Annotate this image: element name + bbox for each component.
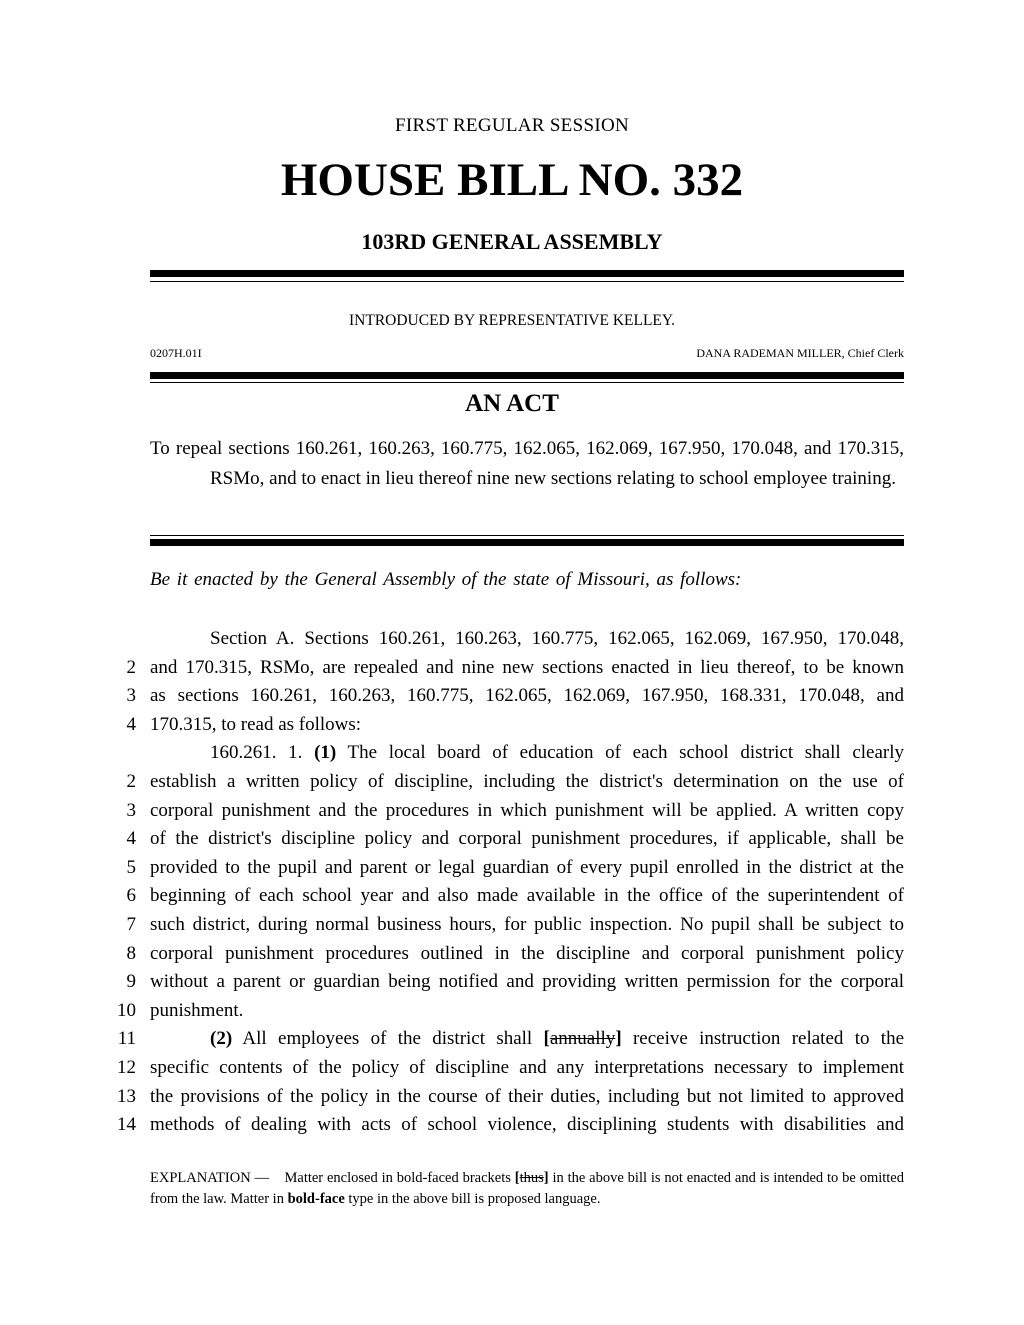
act-title-text: To repeal sections 160.261, 160.263, 160.775, 162.065, 162.069, 167.950, 170.048, and 170.315, RSMo, and to enact in lieu thereof nine new sections relating to school employee training.: [150, 438, 904, 489]
line-number: 5: [126, 856, 136, 878]
section-160261-line: [0, 797, 1024, 826]
line-text: of the district's discipline policy and corporal punishment procedures, if applicable, shall be: [150, 828, 904, 850]
line-text: corporal punishment procedures outlined in the discipline and corporal punishment policy: [150, 942, 904, 964]
line-text: corporal punishment and the procedures in which punishment will be applied. A written copy: [150, 799, 904, 821]
section-160261-line: [0, 825, 1024, 854]
line-number: 6: [126, 885, 136, 907]
line-segment: All employees of the district shall: [242, 1028, 533, 1050]
line-number: 14: [117, 1114, 136, 1136]
line-text: provided to the pupil and parent or legal guardian of every pupil enrolled in the district at the: [150, 856, 904, 878]
bracket-close: ]: [543, 1170, 549, 1186]
line-text: without a parent or guardian being notified and providing written permission for the corporal: [150, 971, 904, 993]
line-text: Section A. Sections 160.261, 160.263, 160.775, 162.065, 162.069, 167.950, 170.048,: [210, 628, 904, 649]
line-number: 3: [126, 799, 136, 821]
section-160261-line: [0, 997, 1024, 1026]
section-a-line: [0, 625, 1024, 654]
section-160261-line: [0, 968, 1024, 997]
line-number: 13: [117, 1085, 136, 1107]
introduced-by: INTRODUCED BY REPRESENTATIVE KELLEY.: [349, 312, 675, 329]
enacting-rule-thick: [150, 539, 904, 546]
section-a-line: [0, 654, 1024, 683]
bracket-close: ]: [615, 1028, 622, 1050]
section-160261-line: [0, 940, 1024, 969]
line-text: and 170.315, RSMo, are repealed and nine new sections enacted in lieu thereof, to be known: [150, 656, 904, 678]
session-label: FIRST REGULAR SESSION: [395, 115, 629, 136]
line-rest: The local board of education of each school district shall clearly: [347, 742, 904, 764]
line-text: methods of dealing with acts of school violence, disciplining students with disabilities and: [150, 1114, 904, 1136]
header-rule-thick: [150, 270, 904, 277]
line-number: 2: [126, 656, 136, 678]
section-160261-line: [0, 1054, 1024, 1083]
struck-text: annually: [549, 1028, 616, 1050]
section-a-line: [0, 711, 1024, 740]
explanation-lead: EXPLANATION —: [150, 1170, 270, 1186]
line-text: the provisions of the policy in the course of their duties, including but not limited to approved: [150, 1085, 904, 1107]
assembly-label: 103RD GENERAL ASSEMBLY: [361, 229, 663, 254]
line-number: 3: [126, 685, 136, 707]
enacting-rule-thin: [150, 535, 904, 536]
act-heading: AN ACT: [465, 390, 559, 417]
explanation-text: in the above bill is not enacted and is intended to be omitted from the law. Matter in: [150, 1170, 904, 1207]
struck-example: thus: [519, 1170, 544, 1186]
bold-face-example: bold-face: [287, 1191, 345, 1207]
explanation-note: [150, 1168, 904, 1210]
line-number: 7: [126, 913, 136, 935]
line-text: beginning of each school year and also made available in the office of the superintendent of: [150, 885, 904, 907]
line-number: 10: [117, 999, 136, 1021]
subdivision-number: (1): [314, 742, 337, 764]
line-text: [150, 1025, 904, 1054]
bill-title: HOUSE BILL NO. 332: [280, 154, 744, 206]
bracket-open: [: [543, 1028, 550, 1050]
line-text: establish a written policy of discipline, including the district's determination on the use of: [150, 770, 904, 792]
line-text: as sections 160.261, 160.263, 160.775, 162.065, 162.069, 167.950, 168.331, 170.048, and: [150, 685, 904, 707]
section-160261-line: [0, 854, 1024, 883]
line-number: 4: [126, 828, 136, 850]
header-rule-thin: [150, 281, 904, 282]
line-number: 11: [117, 1028, 136, 1050]
section-a-line: [0, 682, 1024, 711]
line-text: 170.315, to read as follows:: [150, 713, 362, 735]
section-160261-line-11: [0, 1025, 1024, 1054]
line-text: such district, during normal business hours, for public inspection. No pupil shall be subject to: [150, 913, 904, 935]
enacting-clause: Be it enacted by the General Assembly of the state of Missouri, as follows:: [150, 569, 742, 590]
line-number: 4: [126, 713, 136, 735]
section-160261-first-line: [0, 739, 1024, 768]
explanation-text: Matter enclosed in bold-faced brackets: [284, 1170, 511, 1186]
line-text: [150, 739, 904, 768]
line-number: 9: [126, 971, 136, 993]
section-160261-line: [0, 882, 1024, 911]
line-segment: receive instruction related to the: [632, 1028, 905, 1050]
subdivision-number: (2): [210, 1028, 233, 1050]
line-number: 8: [126, 942, 136, 964]
act-rule-thin: [150, 382, 904, 383]
bracket-open: [: [514, 1170, 520, 1186]
explanation-text: type in the above bill is proposed language.: [348, 1191, 601, 1207]
section-160261-line: [0, 768, 1024, 797]
section-160261-line: [0, 911, 1024, 940]
chief-clerk: DANA RADEMAN MILLER, Chief Clerk: [696, 346, 904, 360]
section-160261-line: [0, 1083, 1024, 1112]
line-number: 2: [126, 770, 136, 792]
document-number: 0207H.01I: [150, 346, 202, 360]
line-text: specific contents of the policy of discipline and any interpretations necessary to implement: [150, 1056, 904, 1078]
bill-body: [0, 625, 1024, 1140]
section-number: 160.261. 1.: [210, 742, 303, 764]
line-number: 12: [117, 1056, 136, 1078]
line-text: punishment.: [150, 999, 244, 1021]
act-rule-thick: [150, 372, 904, 379]
section-160261-line: [0, 1111, 1024, 1140]
